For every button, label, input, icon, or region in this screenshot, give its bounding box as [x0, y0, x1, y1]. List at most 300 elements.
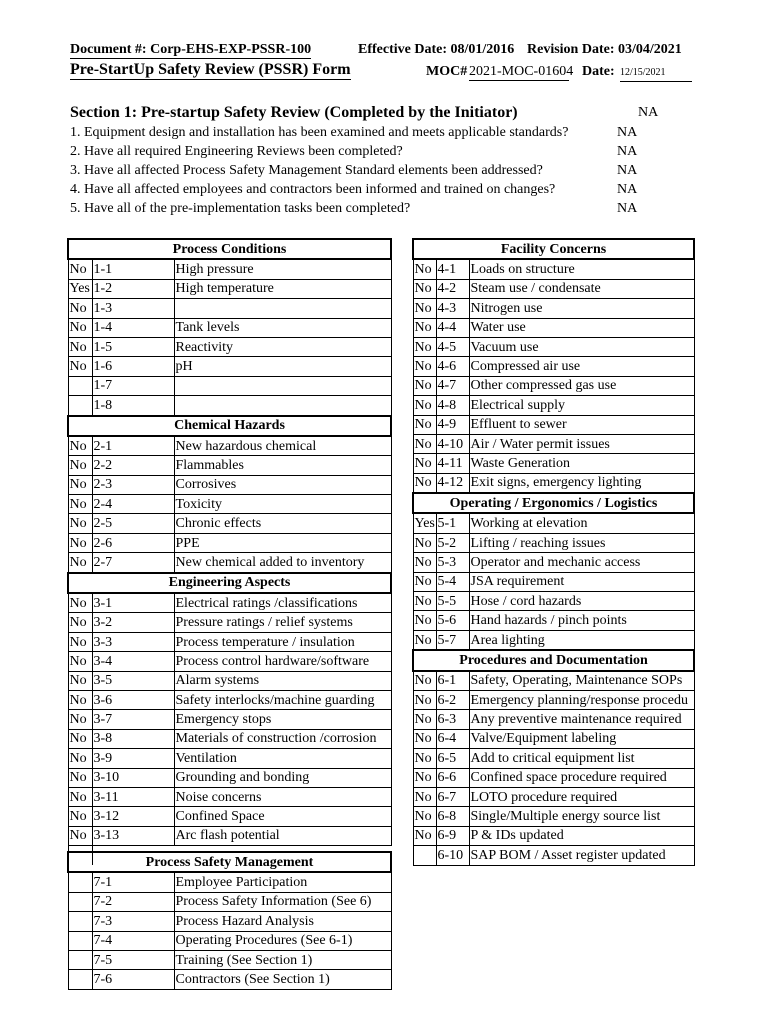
- table-row: [413, 473, 694, 493]
- answer-5[interactable]: NA: [617, 201, 638, 216]
- status-cell[interactable]: No: [68, 553, 92, 573]
- item-label: pH: [174, 357, 391, 376]
- table-row: [413, 553, 694, 572]
- status-cell[interactable]: No: [68, 593, 92, 613]
- item-label: P & IDs updated: [469, 826, 694, 845]
- item-label: Operator and mechanic access: [469, 553, 694, 572]
- item-label: Steam use / condensate: [469, 279, 694, 298]
- question-5: [70, 201, 410, 217]
- status-cell[interactable]: No: [68, 787, 92, 806]
- item-label: Confined space procedure required: [469, 768, 694, 787]
- table-row: [68, 892, 391, 911]
- table-row: [68, 318, 391, 337]
- item-label: Alarm systems: [174, 671, 391, 690]
- table-row: [68, 690, 391, 709]
- status-cell[interactable]: [68, 950, 92, 969]
- item-label: Emergency planning/response procedu: [469, 690, 694, 709]
- item-id: 4-12: [436, 473, 469, 493]
- item-label: Safety interlocks/machine guarding: [174, 690, 391, 709]
- item-id: 3-6: [92, 690, 174, 709]
- item-id: 4-2: [436, 279, 469, 298]
- item-label: LOTO procedure required: [469, 787, 694, 806]
- status-cell[interactable]: No: [413, 337, 436, 356]
- item-id: 7-6: [92, 970, 174, 989]
- status-cell[interactable]: No: [68, 749, 92, 768]
- item-label: Materials of construction /corrosion: [174, 729, 391, 748]
- section1-title: Section 1: Pre-startup Safety Review (Completed by the Initiator): [70, 104, 518, 121]
- status-cell[interactable]: No: [413, 299, 436, 318]
- item-id: 5-6: [436, 611, 469, 630]
- item-id: 6-5: [436, 749, 469, 768]
- status-cell[interactable]: No: [413, 710, 436, 729]
- item-id: 1-3: [92, 299, 174, 318]
- revision-date-line: [527, 42, 682, 58]
- item-label: Pressure ratings / relief systems: [174, 613, 391, 632]
- item-id: 7-2: [92, 892, 174, 911]
- item-id: 6-7: [436, 787, 469, 806]
- status-cell[interactable]: No: [413, 749, 436, 768]
- item-id: 4-4: [436, 318, 469, 337]
- table-row: [413, 533, 694, 552]
- section-heading-row: [413, 493, 694, 513]
- item-id: 4-8: [436, 396, 469, 415]
- table-row: [68, 632, 391, 651]
- table-row: [413, 376, 694, 395]
- item-id: 2-3: [92, 475, 174, 494]
- question-number: 1: [70, 125, 77, 140]
- section-heading-row: [68, 416, 391, 436]
- item-id: 5-1: [436, 513, 469, 533]
- item-label: Tank levels: [174, 318, 391, 337]
- table-row: [68, 807, 391, 826]
- status-cell[interactable]: No: [413, 787, 436, 806]
- table-row: [413, 671, 694, 691]
- document-number: Corp-EHS-EXP-PSSR-100: [150, 42, 312, 57]
- item-label: Operating Procedures (See 6-1): [174, 931, 391, 950]
- table-row: [68, 299, 391, 318]
- status-cell[interactable]: [68, 912, 92, 931]
- item-label: Toxicity: [174, 495, 391, 514]
- item-label: Compressed air use: [469, 357, 694, 376]
- table-row: [68, 593, 391, 613]
- status-cell[interactable]: No: [68, 337, 92, 356]
- table-row: [68, 495, 391, 514]
- item-id: 3-5: [92, 671, 174, 690]
- status-cell[interactable]: No: [413, 376, 436, 395]
- document-label: Document #:: [70, 42, 147, 57]
- item-id: 1-7: [92, 376, 174, 395]
- status-cell[interactable]: No: [68, 259, 92, 279]
- item-id: 3-11: [92, 787, 174, 806]
- item-label: Ventilation: [174, 749, 391, 768]
- table-row: [68, 533, 391, 552]
- chemical-hazards-heading: Chemical Hazards: [68, 416, 391, 436]
- item-id: 4-7: [436, 376, 469, 395]
- question-number: 2: [70, 144, 77, 159]
- table-row: [68, 337, 391, 356]
- item-label: Employee Participation: [174, 872, 391, 892]
- item-id: 3-4: [92, 652, 174, 671]
- table-row: [413, 279, 694, 298]
- status-cell[interactable]: No: [413, 415, 436, 434]
- item-id: 5-7: [436, 630, 469, 650]
- item-id: 3-8: [92, 729, 174, 748]
- status-cell[interactable]: No: [413, 279, 436, 298]
- item-label: JSA requirement: [469, 572, 694, 591]
- status-cell[interactable]: [68, 970, 92, 989]
- item-label: Other compressed gas use: [469, 376, 694, 395]
- section-heading-row: [413, 650, 694, 670]
- item-id: 3-9: [92, 749, 174, 768]
- item-label: Contractors (See Section 1): [174, 970, 391, 989]
- item-label: Hand hazards / pinch points: [469, 611, 694, 630]
- table-row: [68, 710, 391, 729]
- question-text: . Have all required Engineering Reviews been completed?: [77, 144, 403, 159]
- table-row: [413, 630, 694, 650]
- table-row: [413, 299, 694, 318]
- table-row: [68, 729, 391, 748]
- table-row: [68, 671, 391, 690]
- item-id: 3-13: [92, 826, 174, 845]
- item-label: Confined Space: [174, 807, 391, 826]
- item-id: 6-9: [436, 826, 469, 845]
- item-label: Process Safety Information (See 6): [174, 892, 391, 911]
- status-cell[interactable]: No: [68, 710, 92, 729]
- section1-overall-status: NA: [638, 105, 659, 120]
- item-label: Chronic effects: [174, 514, 391, 533]
- item-label: Area lighting: [469, 630, 694, 650]
- answer-4[interactable]: NA: [617, 182, 638, 197]
- revision-date-label: Revision Date:: [527, 42, 615, 57]
- status-cell[interactable]: No: [413, 454, 436, 473]
- question-4: [70, 182, 555, 198]
- status-cell[interactable]: No: [413, 611, 436, 630]
- item-id: 3-1: [92, 593, 174, 613]
- table-row: [413, 337, 694, 356]
- table-row: [413, 454, 694, 473]
- question-text: . Equipment design and installation has been examined and meets applicable standards?: [77, 125, 569, 140]
- table-row: [413, 513, 694, 533]
- moc-number-field[interactable]: 2021-MOC-01604: [469, 64, 574, 79]
- table-row: [68, 475, 391, 494]
- table-row: [68, 259, 391, 279]
- table-row: [413, 710, 694, 729]
- answer-3[interactable]: NA: [617, 163, 638, 178]
- item-label: Process Hazard Analysis: [174, 912, 391, 931]
- status-cell[interactable]: No: [413, 690, 436, 709]
- table-row: [413, 415, 694, 434]
- table-row: [68, 279, 391, 298]
- procedures-documentation-heading: Procedures and Documentation: [413, 650, 694, 670]
- item-label: Process control hardware/software: [174, 652, 391, 671]
- item-label: Emergency stops: [174, 710, 391, 729]
- item-id: 2-4: [92, 495, 174, 514]
- status-cell[interactable]: No: [413, 729, 436, 748]
- question-text: . Have all affected Process Safety Management Standard elements been addressed?: [77, 163, 543, 178]
- item-label: [174, 396, 391, 416]
- status-cell[interactable]: No: [413, 259, 436, 279]
- status-cell[interactable]: No: [68, 729, 92, 748]
- psm-table: [67, 851, 392, 990]
- status-cell[interactable]: [68, 892, 92, 911]
- status-cell[interactable]: No: [413, 572, 436, 591]
- table-row: [68, 768, 391, 787]
- item-label: Corrosives: [174, 475, 391, 494]
- table-row: [68, 826, 391, 845]
- item-label: SAP BOM / Asset register updated: [469, 846, 694, 865]
- item-label: Nitrogen use: [469, 299, 694, 318]
- item-id: 5-2: [436, 533, 469, 552]
- status-cell[interactable]: No: [68, 495, 92, 514]
- status-cell[interactable]: No: [68, 613, 92, 632]
- item-label: Exit signs, emergency lighting: [469, 473, 694, 493]
- document-number-line: [70, 42, 311, 59]
- item-id: 4-11: [436, 454, 469, 473]
- item-id: 6-10: [436, 846, 469, 865]
- question-1: [70, 125, 568, 141]
- question-number: 5: [70, 201, 77, 216]
- effective-date-label: Effective Date:: [358, 42, 448, 57]
- item-id: 1-8: [92, 396, 174, 416]
- item-id: 3-7: [92, 710, 174, 729]
- item-id: 3-2: [92, 613, 174, 632]
- item-id: 2-6: [92, 533, 174, 552]
- item-id: 3-10: [92, 768, 174, 787]
- table-row: [68, 652, 391, 671]
- table-row: [413, 434, 694, 453]
- table-row: [68, 950, 391, 969]
- status-cell[interactable]: No: [68, 671, 92, 690]
- table-row: [68, 514, 391, 533]
- item-label: Flammables: [174, 456, 391, 475]
- process-conditions-heading: Process Conditions: [68, 239, 391, 259]
- status-cell[interactable]: No: [413, 533, 436, 552]
- item-id: 4-1: [436, 259, 469, 279]
- section-heading-row: [68, 852, 391, 872]
- item-id: 7-3: [92, 912, 174, 931]
- item-label: Lifting / reaching issues: [469, 533, 694, 552]
- date-label: Date:: [582, 64, 615, 79]
- item-label: Valve/Equipment labeling: [469, 729, 694, 748]
- table-row: [413, 749, 694, 768]
- question-2: [70, 144, 403, 160]
- table-row: [68, 749, 391, 768]
- status-cell[interactable]: No: [68, 652, 92, 671]
- item-id: 3-3: [92, 632, 174, 651]
- item-label: Hose / cord hazards: [469, 592, 694, 611]
- item-id: 1-5: [92, 337, 174, 356]
- item-id: 6-1: [436, 671, 469, 691]
- status-cell[interactable]: No: [68, 826, 92, 845]
- status-cell[interactable]: No: [68, 357, 92, 376]
- question-number: 4: [70, 182, 77, 197]
- item-label: Noise concerns: [174, 787, 391, 806]
- engineering-aspects-heading: Engineering Aspects: [68, 573, 391, 593]
- item-id: 5-3: [436, 553, 469, 572]
- item-label: Vacuum use: [469, 337, 694, 356]
- item-id: 1-2: [92, 279, 174, 298]
- item-id: 7-1: [92, 872, 174, 892]
- item-label: Add to critical equipment list: [469, 749, 694, 768]
- question-number: 3: [70, 163, 77, 178]
- status-cell[interactable]: No: [68, 533, 92, 552]
- item-label: Reactivity: [174, 337, 391, 356]
- section-heading-row: [68, 239, 391, 259]
- item-id: 7-5: [92, 950, 174, 969]
- status-cell[interactable]: [68, 376, 92, 395]
- item-label: New chemical added to inventory: [174, 553, 391, 573]
- item-id: 7-4: [92, 931, 174, 950]
- status-cell[interactable]: No: [68, 456, 92, 475]
- status-cell[interactable]: No: [413, 826, 436, 845]
- item-id: 4-10: [436, 434, 469, 453]
- status-cell[interactable]: [68, 872, 92, 892]
- status-cell[interactable]: [68, 931, 92, 950]
- item-id: 6-6: [436, 768, 469, 787]
- item-label: High temperature: [174, 279, 391, 298]
- item-label: Water use: [469, 318, 694, 337]
- revision-date: 03/04/2021: [618, 42, 682, 57]
- status-cell[interactable]: No: [68, 690, 92, 709]
- item-id: 4-3: [436, 299, 469, 318]
- item-id: 2-7: [92, 553, 174, 573]
- item-label: Effluent to sewer: [469, 415, 694, 434]
- status-cell[interactable]: No: [68, 318, 92, 337]
- question-3: [70, 163, 543, 179]
- status-cell[interactable]: No: [68, 436, 92, 456]
- facility-concerns-heading: Facility Concerns: [413, 239, 694, 259]
- right-checklist-table: [412, 238, 695, 866]
- table-row: [413, 729, 694, 748]
- status-cell[interactable]: No: [413, 630, 436, 650]
- effective-date: 08/01/2016: [450, 42, 515, 57]
- item-label: [174, 299, 391, 318]
- left-checklist-table: [67, 238, 392, 865]
- item-id: 4-6: [436, 357, 469, 376]
- table-row: [413, 768, 694, 787]
- status-cell[interactable]: No: [413, 592, 436, 611]
- section-heading-row: [68, 573, 391, 593]
- status-cell[interactable]: Yes: [68, 279, 92, 298]
- status-cell[interactable]: No: [68, 768, 92, 787]
- status-cell[interactable]: No: [413, 671, 436, 691]
- status-cell[interactable]: No: [413, 396, 436, 415]
- item-label: Air / Water permit issues: [469, 434, 694, 453]
- item-id: 5-4: [436, 572, 469, 591]
- effective-date-line: [358, 42, 514, 58]
- table-row: [68, 456, 391, 475]
- status-cell[interactable]: Yes: [413, 513, 436, 533]
- item-id: 1-4: [92, 318, 174, 337]
- status-cell[interactable]: No: [413, 768, 436, 787]
- table-row: [413, 611, 694, 630]
- item-label: Training (See Section 1): [174, 950, 391, 969]
- item-label: New hazardous chemical: [174, 436, 391, 456]
- status-cell[interactable]: [68, 396, 92, 416]
- status-cell[interactable]: No: [68, 475, 92, 494]
- table-row: [413, 572, 694, 591]
- table-row: [68, 787, 391, 806]
- item-id: 2-5: [92, 514, 174, 533]
- status-cell[interactable]: No: [68, 299, 92, 318]
- status-cell[interactable]: No: [413, 553, 436, 572]
- item-id: 6-8: [436, 807, 469, 826]
- table-row: [68, 613, 391, 632]
- status-cell[interactable]: No: [413, 318, 436, 337]
- table-row: [68, 553, 391, 573]
- answer-1[interactable]: NA: [617, 125, 638, 140]
- item-label: High pressure: [174, 259, 391, 279]
- item-label: Loads on structure: [469, 259, 694, 279]
- item-label: PPE: [174, 533, 391, 552]
- item-label: Electrical ratings /classifications: [174, 593, 391, 613]
- table-row: [68, 970, 391, 989]
- date-field[interactable]: 12/15/2021: [620, 67, 692, 82]
- table-row: [413, 357, 694, 376]
- status-cell[interactable]: No: [413, 807, 436, 826]
- item-label: Electrical supply: [469, 396, 694, 415]
- question-text: . Have all of the pre-implementation tasks been completed?: [77, 201, 411, 216]
- item-label: Working at elevation: [469, 513, 694, 533]
- item-label: Process temperature / insulation: [174, 632, 391, 651]
- item-label: Safety, Operating, Maintenance SOPs: [469, 671, 694, 691]
- item-label: Waste Generation: [469, 454, 694, 473]
- item-id: 6-4: [436, 729, 469, 748]
- table-row: [413, 846, 694, 865]
- moc-label: MOC#: [426, 64, 468, 79]
- psm-heading: Process Safety Management: [68, 852, 391, 872]
- item-label: [174, 376, 391, 395]
- status-cell[interactable]: No: [413, 357, 436, 376]
- table-row: [413, 690, 694, 709]
- answer-2[interactable]: NA: [617, 144, 638, 159]
- table-row: [68, 436, 391, 456]
- table-row: [68, 357, 391, 376]
- section-heading-row: [413, 239, 694, 259]
- status-cell[interactable]: No: [413, 434, 436, 453]
- item-id: 4-5: [436, 337, 469, 356]
- item-label: Grounding and bonding: [174, 768, 391, 787]
- operating-ergonomics-heading: Operating / Ergonomics / Logistics: [413, 493, 694, 513]
- question-text: . Have all affected employees and contractors been informed and trained on changes?: [77, 182, 556, 197]
- status-cell[interactable]: No: [413, 473, 436, 493]
- item-id: 3-12: [92, 807, 174, 826]
- item-label: Single/Multiple energy source list: [469, 807, 694, 826]
- item-id: 1-1: [92, 259, 174, 279]
- item-id: 2-1: [92, 436, 174, 456]
- status-cell[interactable]: No: [68, 632, 92, 651]
- table-row: [68, 931, 391, 950]
- table-row: [413, 592, 694, 611]
- item-id: 1-6: [92, 357, 174, 376]
- item-id: 5-5: [436, 592, 469, 611]
- table-row: [68, 912, 391, 931]
- status-cell[interactable]: No: [68, 807, 92, 826]
- table-row: [413, 318, 694, 337]
- table-row: [413, 826, 694, 845]
- item-label: Any preventive maintenance required: [469, 710, 694, 729]
- table-row: [413, 259, 694, 279]
- table-row: [413, 396, 694, 415]
- status-cell[interactable]: [413, 846, 436, 865]
- status-cell[interactable]: No: [68, 514, 92, 533]
- item-id: 6-2: [436, 690, 469, 709]
- table-row: [68, 396, 391, 416]
- table-row: [413, 787, 694, 806]
- item-id: 6-3: [436, 710, 469, 729]
- table-row: [68, 376, 391, 395]
- item-id: 2-2: [92, 456, 174, 475]
